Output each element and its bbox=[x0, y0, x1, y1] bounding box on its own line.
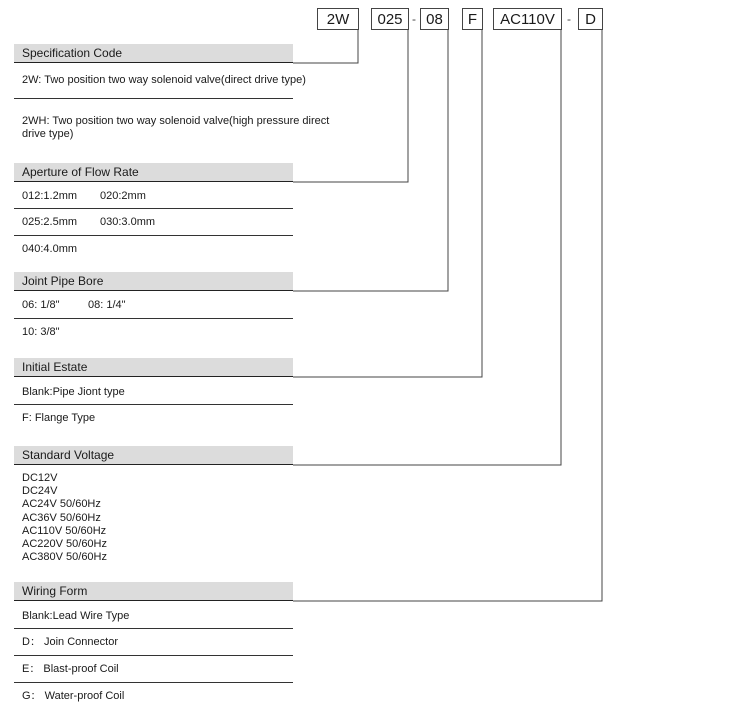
section-header-initial-estate: Initial Estate bbox=[14, 358, 293, 377]
list-item: D： Join Connector bbox=[22, 636, 118, 648]
option-030: 030:3.0mm bbox=[100, 216, 156, 228]
divider bbox=[14, 682, 293, 683]
divider bbox=[14, 98, 293, 99]
option-012: 012:1.2mm bbox=[22, 190, 78, 202]
section-header-voltage: Standard Voltage bbox=[14, 446, 293, 465]
list-item: DC24V bbox=[22, 485, 58, 498]
list-item: AC380V 50/60Hz bbox=[22, 551, 107, 564]
section-header-aperture: Aperture of Flow Rate bbox=[14, 163, 293, 182]
code-box-initial: F bbox=[462, 8, 483, 30]
list-item: 2WH: Two position two way solenoid valve(high pressure direct drive type) bbox=[22, 115, 330, 140]
list-item: E： Blast-proof Coil bbox=[22, 663, 119, 675]
option-06: 06: 1/8" bbox=[22, 299, 60, 311]
list-item: DC12V bbox=[22, 472, 58, 484]
divider bbox=[14, 628, 293, 629]
list-item: 2W: Two position two way solenoid valve(direct drive type) bbox=[22, 74, 306, 86]
divider bbox=[14, 208, 293, 209]
list-item bbox=[22, 243, 77, 256]
section-header-spec-code: Specification Code bbox=[14, 44, 293, 63]
voltage-list bbox=[22, 472, 107, 564]
list-item: AC24V 50/60Hz bbox=[22, 498, 101, 511]
connector-pipe-bore bbox=[293, 30, 448, 291]
list-item: F: Flange Type bbox=[22, 412, 96, 424]
divider bbox=[14, 235, 293, 236]
option-040: 040:4.0mm bbox=[22, 243, 78, 255]
code-box-voltage: AC110V bbox=[493, 8, 562, 30]
connector-voltage bbox=[293, 30, 561, 465]
list-item: Blank:Lead Wire Type bbox=[22, 610, 130, 622]
list-item: AC220V 50/60Hz bbox=[22, 538, 107, 551]
option-020: 020:2mm bbox=[100, 190, 146, 202]
list-item: G： Water-proof Coil bbox=[22, 690, 125, 702]
connector-aperture bbox=[293, 30, 408, 182]
code-separator: - bbox=[412, 12, 416, 26]
list-item: Blank:Pipe Jiont type bbox=[22, 386, 125, 398]
list-item bbox=[22, 190, 146, 203]
section-header-wiring: Wiring Form bbox=[14, 582, 293, 601]
divider bbox=[14, 655, 293, 656]
list-item: AC110V 50/60Hz bbox=[22, 524, 107, 537]
divider bbox=[14, 318, 293, 319]
option-10: 10: 3/8" bbox=[22, 326, 60, 338]
code-separator: - bbox=[567, 12, 571, 26]
connector-initial-estate bbox=[293, 30, 482, 377]
option-08: 08: 1/4" bbox=[88, 299, 126, 311]
list-item bbox=[22, 326, 60, 339]
list-item: AC36V 50/60Hz bbox=[22, 511, 101, 524]
code-box-aperture: 025 bbox=[371, 8, 409, 30]
list-item bbox=[22, 299, 126, 312]
code-box-spec: 2W bbox=[317, 8, 359, 30]
list-item bbox=[22, 216, 155, 229]
divider bbox=[14, 404, 293, 405]
option-025: 025:2.5mm bbox=[22, 216, 78, 228]
connector-spec-code bbox=[293, 30, 358, 63]
code-box-wiring: D bbox=[578, 8, 603, 30]
code-box-pipe-bore: 08 bbox=[420, 8, 449, 30]
section-header-pipe-bore: Joint Pipe Bore bbox=[14, 272, 293, 291]
